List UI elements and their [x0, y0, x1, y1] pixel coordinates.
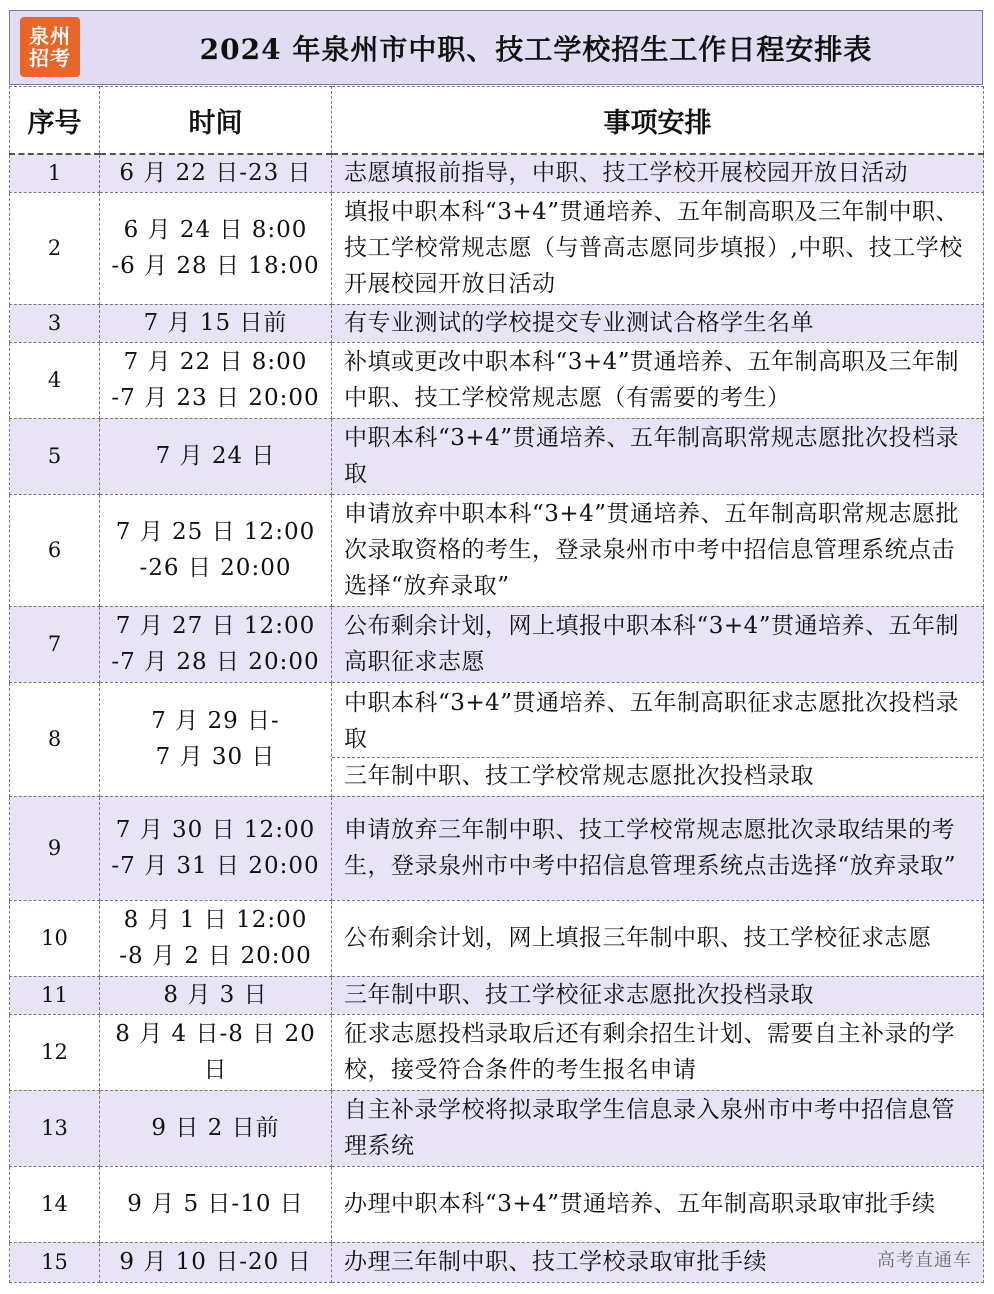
row-time — [100, 342, 332, 418]
row-item: 志愿填报前指导，中职、技工学校开展校园开放日活动 — [332, 154, 984, 192]
row-no: 7 — [10, 606, 100, 682]
row-item: 中职本科“3+4”贯通培养、五年制高职常规志愿批次投档录取 — [332, 418, 984, 494]
table-row — [10, 1242, 984, 1282]
row-time — [100, 606, 332, 682]
row-no: 10 — [10, 900, 100, 976]
row-item: 办理中职本科“3+4”贯通培养、五年制高职录取审批手续 — [332, 1166, 984, 1242]
row-no: 4 — [10, 342, 100, 418]
row-time — [100, 796, 332, 900]
table-row — [10, 606, 984, 682]
table-row — [10, 796, 984, 900]
row-time-line-1: 7 月 22 日 8:00 — [123, 349, 308, 375]
row-no: 13 — [10, 1090, 100, 1166]
watermark: 高考直通车 — [877, 1250, 972, 1271]
row-no: 12 — [10, 1014, 100, 1090]
row-time — [100, 900, 332, 976]
row-time-line-1: 7 月 24 日 — [155, 443, 276, 469]
row-item: 补填或更改中职本科“3+4”贯通培养、五年制高职及三年制中职、技工学校常规志愿（有需要的考生） — [332, 342, 984, 418]
table-row — [10, 682, 984, 796]
table-row — [10, 342, 984, 418]
row-item: 办理三年制中职、技工学校录取审批手续 — [332, 1242, 984, 1282]
row-item-part-b: 三年制中职、技工学校常规志愿批次投档录取 — [332, 757, 983, 794]
row-time-line-2: -7 月 28 日 20:00 — [111, 649, 320, 675]
row-item: 三年制中职、技工学校征求志愿批次投档录取 — [332, 976, 984, 1014]
row-time — [100, 304, 332, 342]
row-time-line-1: 7 月 27 日 12:00 — [115, 613, 316, 639]
page-title: 2024 年泉州市中职、技工学校招生工作日程安排表 — [199, 32, 873, 66]
row-no: 14 — [10, 1166, 100, 1242]
table-row — [10, 1014, 984, 1090]
header-time: 时间 — [100, 87, 332, 155]
row-no: 3 — [10, 304, 100, 342]
row-time — [100, 192, 332, 304]
row-no: 9 — [10, 796, 100, 900]
row-no: 1 — [10, 154, 100, 192]
row-time-line-2: 7 月 30 日 — [155, 744, 276, 770]
row-time-line-1: 7 月 15 日前 — [143, 310, 288, 336]
row-time — [100, 418, 332, 494]
row-item — [332, 682, 984, 796]
row-time-line-2: -6 月 28 日 18:00 — [111, 253, 320, 279]
table-row — [10, 900, 984, 976]
row-time — [100, 1014, 332, 1090]
row-item: 自主补录学校将拟录取学生信息录入泉州市中考中招信息管理系统 — [332, 1090, 984, 1166]
row-time-line-1: 9 月 5 日-10 日 — [127, 1191, 304, 1217]
row-no: 11 — [10, 976, 100, 1014]
row-time-line-1: 7 月 25 日 12:00 — [115, 519, 316, 545]
header-item: 事项安排 — [332, 87, 984, 155]
row-time — [100, 682, 332, 796]
row-time-line-1: 7 月 29 日- — [151, 708, 280, 734]
table-row — [10, 494, 984, 606]
row-time — [100, 154, 332, 192]
row-time — [100, 976, 332, 1014]
schedule-table — [9, 86, 984, 1283]
row-time — [100, 1166, 332, 1242]
logo-line-2: 招考 — [29, 46, 71, 70]
row-item: 申请放弃三年制中职、技工学校常规志愿批次录取结果的考生，登录泉州市中考中招信息管理系统点击选择“放弃录取” — [332, 796, 984, 900]
table-row — [10, 1166, 984, 1242]
row-time-line-1: 8 月 3 日 — [163, 982, 268, 1008]
schedule-document — [9, 10, 983, 1280]
row-time-line-1: 6 月 22 日-23 日 — [119, 160, 312, 187]
row-item: 征求志愿投档录取后还有剩余招生计划、需要自主补录的学校，接受符合条件的考生报名申请 — [332, 1014, 984, 1090]
row-item: 填报中职本科“3+4”贯通培养、五年制高职及三年制中职、技工学校常规志愿（与普高志愿同步填报）,中职、技工学校开展校园开放日活动 — [332, 192, 984, 304]
table-row — [10, 976, 984, 1014]
logo-line-1: 泉州 — [29, 24, 71, 48]
title-bar — [9, 10, 983, 85]
row-no: 5 — [10, 418, 100, 494]
row-time-line-1: 9 月 10 日-20 日 — [119, 1249, 312, 1275]
header-no: 序号 — [10, 87, 100, 155]
row-no: 8 — [10, 682, 100, 796]
row-time-line-1: 9 日 2 日前 — [151, 1115, 280, 1141]
row-time-line-1: 8 月 1 日 12:00 — [123, 907, 308, 933]
row-time — [100, 1242, 332, 1282]
table-row — [10, 154, 984, 192]
table-row — [10, 1090, 984, 1166]
row-item-part-a: 中职本科“3+4”贯通培养、五年制高职征求志愿批次投档录取 — [344, 689, 960, 752]
row-time — [100, 494, 332, 606]
row-time-line-1: 7 月 30 日 12:00 — [115, 817, 316, 843]
row-item: 有专业测试的学校提交专业测试合格学生名单 — [332, 304, 984, 342]
row-time-line-2: -7 月 23 日 20:00 — [111, 385, 320, 411]
table-row — [10, 192, 984, 304]
row-item: 公布剩余计划，网上填报中职本科“3+4”贯通培养、五年制高职征求志愿 — [332, 606, 984, 682]
row-time-line-2: -26 日 20:00 — [139, 555, 292, 581]
row-no: 6 — [10, 494, 100, 606]
row-time-line-1: 8 月 4 日-8 日 20 — [115, 1021, 316, 1047]
row-no: 15 — [10, 1242, 100, 1282]
row-time-line-2: -7 月 31 日 20:00 — [111, 853, 320, 879]
table-row — [10, 304, 984, 342]
row-time-line-2: -8 月 2 日 20:00 — [119, 943, 312, 969]
row-time-line-1: 6 月 24 日 8:00 — [123, 217, 308, 243]
row-no: 2 — [10, 192, 100, 304]
row-item: 申请放弃中职本科“3+4”贯通培养、五年制高职常规志愿批次录取资格的考生，登录泉州市中考中招信息管理系统点击选择“放弃录取” — [332, 494, 984, 606]
row-time-line-2: 日 — [203, 1057, 228, 1083]
row-time — [100, 1090, 332, 1166]
logo — [20, 17, 80, 77]
row-item: 公布剩余计划，网上填报三年制中职、技工学校征求志愿 — [332, 900, 984, 976]
table-row — [10, 418, 984, 494]
table-header-row — [10, 87, 984, 155]
